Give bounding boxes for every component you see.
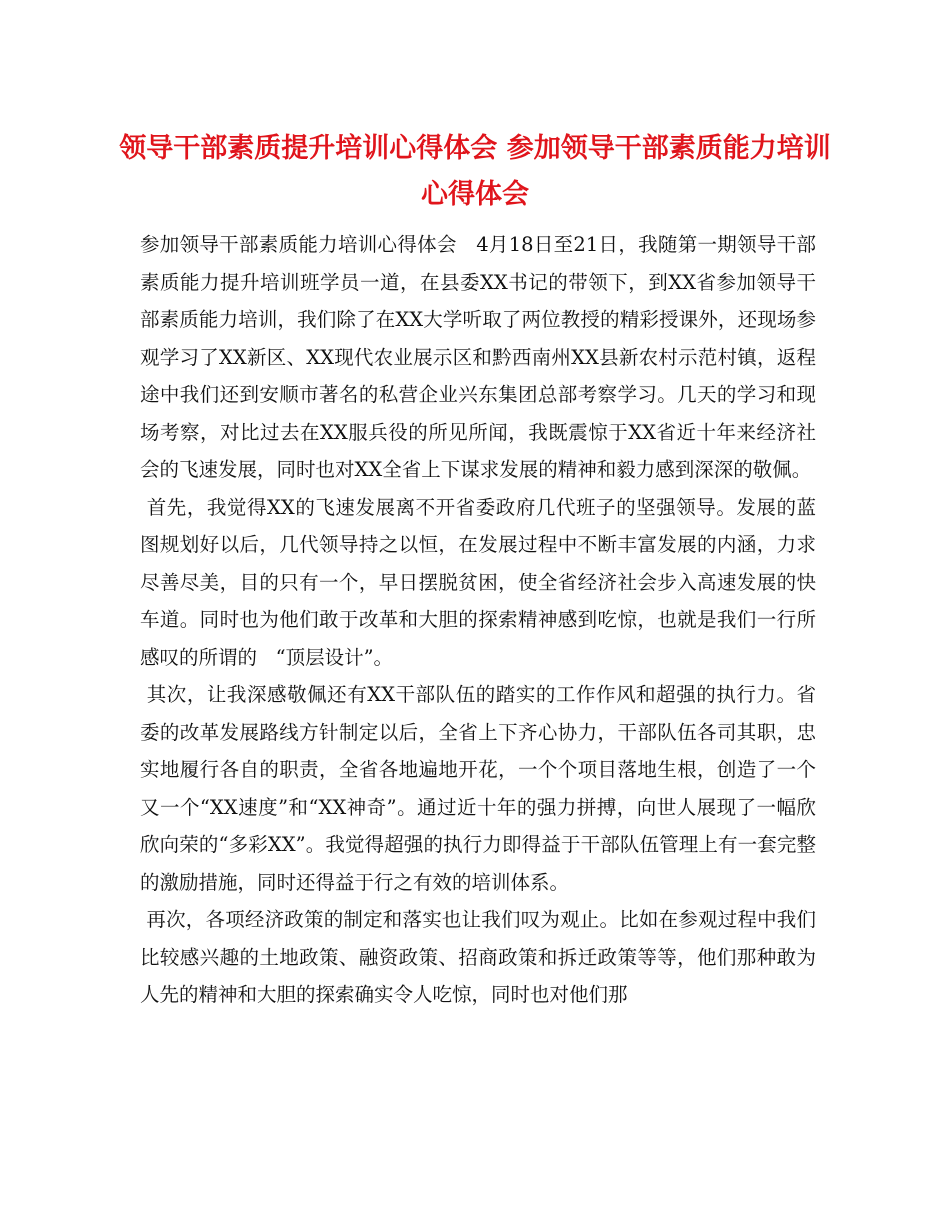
- paragraph-first: 首先，我觉得XX的飞速发展离不开省委政府几代班子的坚强领导。发展的蓝图规划好以后，几代领导持之以恒，在发展过程中不断丰富发展的内涵，力求尽善尽美，目的只有一个，早日摆脱贫困，使全省经济社会步入高速发展的快车道。同时也为他们敢于改革和大胆的探索精神感到吃惊，也就是我们一行所感叹的所谓的 “顶层设计”。: [140, 495, 816, 669]
- paragraph-second: 其次，让我深感敬佩还有XX干部队伍的踏实的工作作风和超强的执行力。省委的改革发展路线方针制定以后，全省上下齐心协力，干部队伍各司其职，忠实地履行各自的职责，全省各地遍地开花，一个个项目落地生根，创造了一个又一个“XX速度”和“XX神奇”。通过近十年的强力拼搏，向世人展现了一幅欣欣向荣的“多彩XX”。我觉得超强的执行力即得益于干部队伍管理上有一套完整的激励措施，同时还得益于行之有效的培训体系。: [140, 683, 816, 894]
- paragraph-third: 再次，各项经济政策的制定和落实也让我们叹为观止。比如在参观过程中我们比较感兴趣的土地政策、融资政策、招商政策和拆迁政策等等，他们那种敢为人先的精神和大胆的探索确实令人吃惊，同时也对他们那: [140, 908, 816, 1006]
- paragraph-intro: 参加领导干部素质能力培训心得体会 4月18日至21日，我随第一期领导干部素质能力提升培训班学员一道，在县委XX书记的带领下，到XX省参加领导干部素质能力培训，我们除了在XX大学听取了两位教授的精彩授课外，还现场参观学习了XX新区、XX现代农业展示区和黔西南州XX县新农村示范村镇，返程途中我们还到安顺市著名的私营企业兴东集团总部考察学习。几天的学习和现场考察，对比过去在XX服兵役的所见所闻，我既震惊于XX省近十年来经济社会的飞速发展，同时也对XX全省上下谋求发展的精神和毅力感到深深的敬佩。: [140, 233, 816, 481]
- document-body: [140, 226, 816, 1014]
- document-title: 领导干部素质提升培训心得体会 参加领导干部素质能力培训心得体会: [119, 133, 831, 210]
